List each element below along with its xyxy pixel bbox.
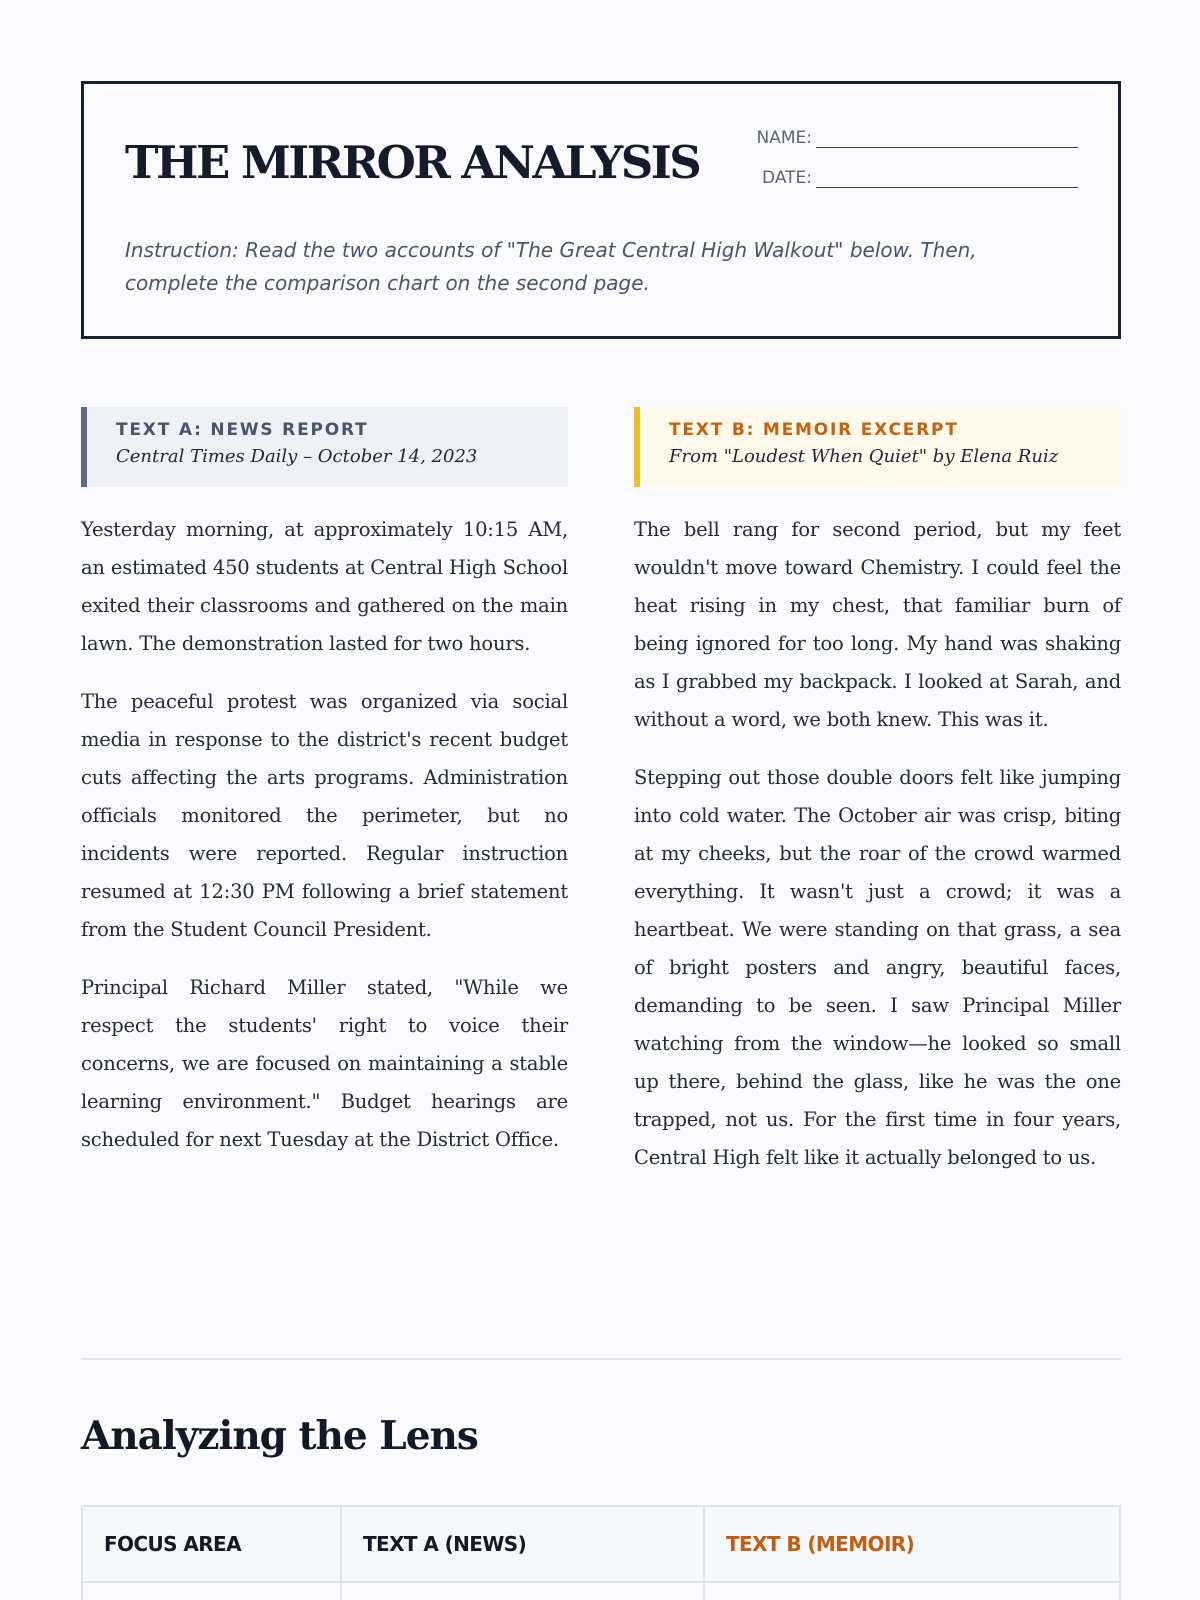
- text-a-column: [81, 407, 568, 1179]
- date-label: DATE:: [762, 168, 812, 188]
- comparison-table: [81, 1505, 1121, 1600]
- text-b-paragraph: Stepping out those double doors felt like jumping into cold water. The October air was crisp, biting at my cheeks, but the roar of the crowd warmed everything. It wasn't just a crowd; it was a heartbeat. We were standing on that grass, a sea of bright posters and angry, beautiful faces, demanding to be seen. I saw Principal Miller watching from the window—he looked so small up there, behind the glass, like he was the one trapped, not us. For the first time in four years, Central High felt like it actually belonged to us.: [634, 766, 1121, 1169]
- name-blank-line[interactable]: [816, 130, 1078, 148]
- name-field[interactable]: [757, 128, 1078, 148]
- text-a-paragraph: Principal Richard Miller stated, "While we respect the students' right to voice their concerns, we are focused on maintaining a stable learning environment." Budget hearings are scheduled for next Tuesday at the District Office.: [81, 976, 568, 1151]
- name-label: NAME:: [756, 128, 812, 148]
- table-cell[interactable]: [341, 1582, 704, 1600]
- focus-area-header: FOCUS AREA: [82, 1506, 341, 1582]
- section-divider: [81, 1358, 1121, 1360]
- table-cell[interactable]: [704, 1582, 1120, 1600]
- text-b-body: [634, 511, 1121, 1177]
- worksheet-title: THE MIRROR ANALYSIS: [125, 136, 700, 189]
- text-b-source: From "Loudest When Quiet" by Elena Ruiz: [669, 446, 1059, 467]
- text-a-body: [81, 511, 568, 1159]
- analysis-title: Analyzing the Lens: [81, 1413, 478, 1459]
- text-a-label: TEXT A: NEWS REPORT: [116, 420, 369, 440]
- text-b-header: TEXT B (MEMOIR): [704, 1506, 1120, 1582]
- text-a-header: TEXT A (NEWS): [341, 1506, 704, 1582]
- table-row: [82, 1582, 1120, 1600]
- worksheet-header: [81, 81, 1121, 339]
- instruction-text: Instruction: Read the two accounts of "The Great Central High Walkout" below. Then, complete the comparison chart on the second page.: [125, 238, 977, 295]
- text-a-source-box: [81, 407, 568, 487]
- text-b-label: TEXT B: MEMOIR EXCERPT: [669, 420, 959, 440]
- text-a-source: Central Times Daily – October 14, 2023: [116, 446, 478, 467]
- text-b-paragraph: The bell rang for second period, but my feet wouldn't move toward Chemistry. I could feel the heat rising in my chest, that familiar burn of being ignored for too long. My hand was shaking as I grabbed my backpack. I looked at Sarah, and without a word, we both knew. This was it.: [634, 518, 1121, 731]
- date-field[interactable]: [762, 168, 1078, 188]
- table-header-row: [82, 1506, 1120, 1582]
- date-blank-line[interactable]: [816, 170, 1078, 188]
- text-a-paragraph: Yesterday morning, at approximately 10:15 AM, an estimated 450 students at Central High School exited their classrooms and gathered on the main lawn. The demonstration lasted for two hours.: [81, 518, 568, 655]
- text-a-paragraph: The peaceful protest was organized via social media in response to the district's recent budget cuts affecting the arts programs. Administration officials monitored the perimeter, but no incidents were reported. Regular instruction resumed at 12:30 PM following a brief statement from the Student Council President.: [81, 690, 568, 941]
- text-b-column: [634, 407, 1121, 1197]
- text-b-source-box: [634, 407, 1121, 487]
- table-cell[interactable]: [82, 1582, 341, 1600]
